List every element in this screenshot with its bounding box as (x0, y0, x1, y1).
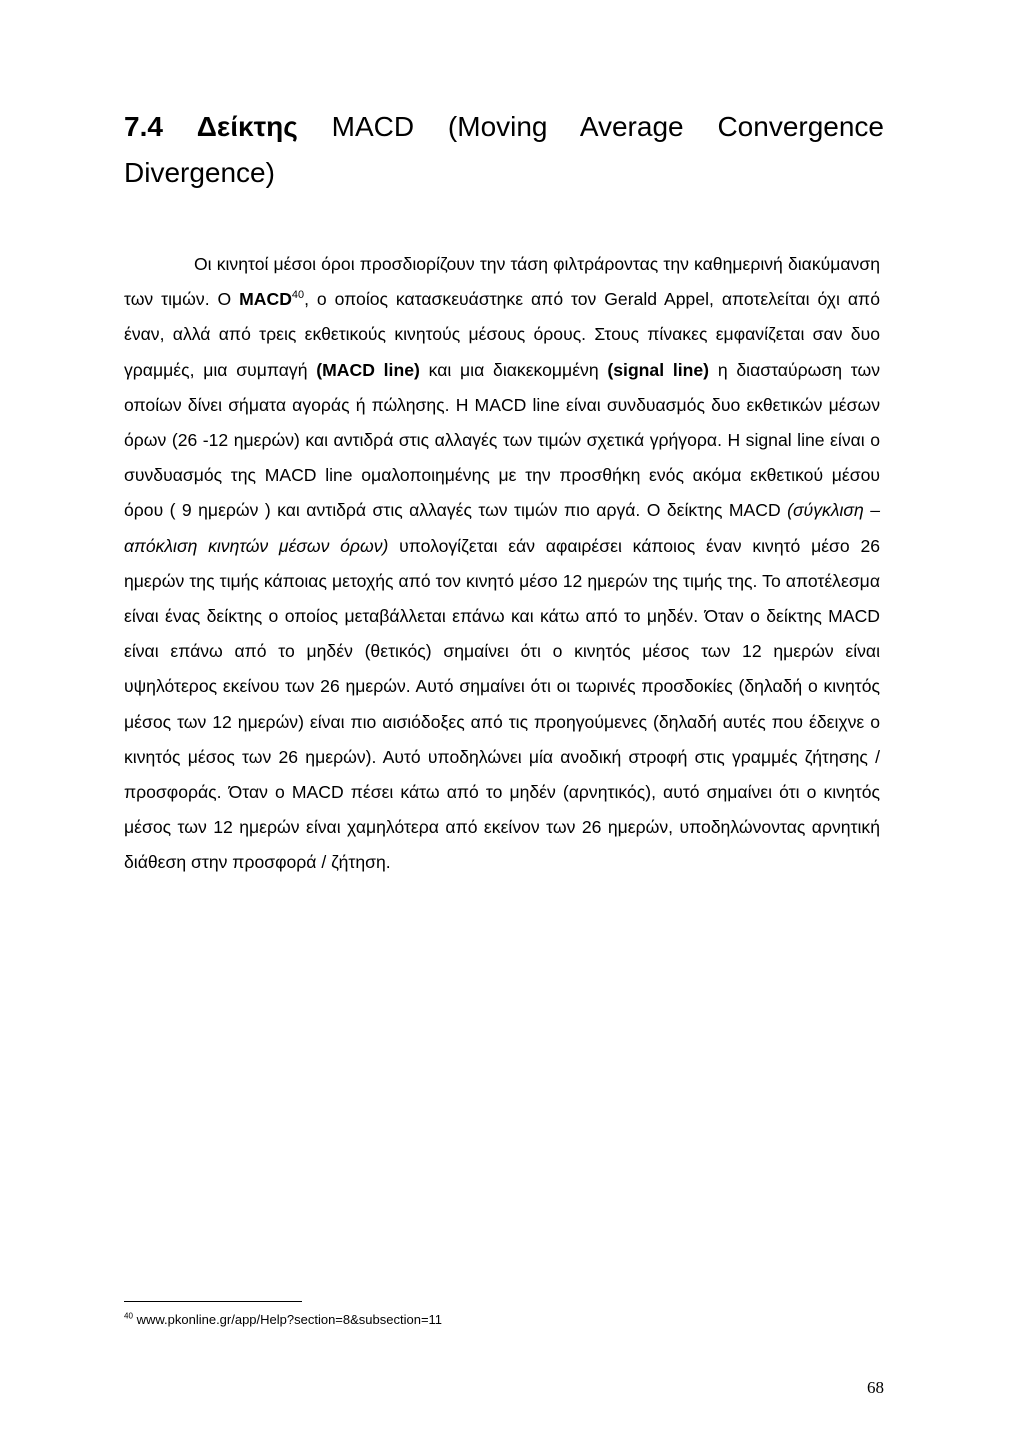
macd-reference: MACD (239, 289, 292, 310)
text-run: η διασταύρωση των οποίων δίνει σήματα αγοράς ή πώλησης. Η MACD line είναι συνδυασμός δυο εκθετικών μέσων όρων (26 -12 ημερών) και αντιδρά στις αλλαγές των τιμών σχετικά γρήγορα. Η signal line είναι ο συνδυασμός της MACD line ομαλοποιημένης με την προσθήκη ενός ακόμα εκθετικού μέσου όρου ( 9 ημερών ) και αντιδρά στις αλλαγές των τιμών πιο αργά. Ο δείκτης MACD (124, 359, 880, 521)
text-run: Οι κινητοί μέσοι όροι προσδιορίζουν την τάση φιλτράροντας την καθημερινή διακύμανση των τιμών. Ο (124, 254, 880, 310)
italic-term: (σύγκλιση – απόκλιση κινητών μέσων όρων) (124, 500, 880, 556)
text-run: , ο οποίος κατασκευάστηκε από τον Gerald Appel, αποτελείται όχι από έναν, αλλά από τρεις εκθετικούς κινητούς μέσους όρους. Στους πίνακες εμφανίζεται σαν δυο γραμμές, μια συμπαγή (124, 289, 880, 380)
macd-line-term: (MACD line) (316, 359, 420, 380)
signal-line-term: (signal line) (607, 359, 710, 380)
footnote-mark: 40 (124, 1311, 133, 1321)
body-paragraph (124, 247, 880, 881)
body-text (124, 247, 880, 881)
text-run: και μια διακεκομμένη (419, 359, 608, 380)
text-run: υπολογίζεται εάν αφαιρέσει κάποιος έναν κινητό μέσο 26 ημερών της τιμής κάποιας μετοχής από τον κινητό μέσο 12 ημερών της τιμής της. Το αποτέλεσμα είναι ένας δείκτης ο οποίος μεταβάλλεται επάνω και κάτω από το μηδέν. Όταν ο δείκτης MACD είναι επάνω από το μηδέν (θετικός) σημαίνει ότι ο κινητός μέσος των 12 ημερών είναι υψηλότερος εκείνου των 26 ημερών. Αυτό σημαίνει ότι οι τωρινές προσδοκίες (δηλαδή ο κινητός μέσος των 12 ημερών) είναι πιο αισιόδοξες από τις προηγούμενες (δηλαδή αυτές που έδειχνε ο κινητός μέσος των 26 ημερών). Αυτό υποδηλώνει μία ανοδική στροφή στις γραμμές ζήτησης / προσφοράς. Όταν ο MACD πέσει κάτω από το μηδέν (αρνητικός), αυτό σημαίνει ότι ο κινητός μέσος των 12 ημερών είναι χαμηλότερα από εκείνον των 26 ημερών, υποδηλώνοντας αρνητική διάθεση στην προσφορά / ζήτηση. (124, 535, 881, 873)
footnote-reference: 40 (291, 289, 305, 302)
section-heading (124, 104, 884, 196)
footnote-separator (124, 1301, 302, 1302)
section-number: 7.4 (124, 111, 163, 142)
section-title-rest: MACD (Moving Average Convergence (331, 111, 885, 142)
page-number: 68 (867, 1378, 884, 1397)
section-heading-line-2: Divergence) (124, 157, 275, 188)
footnote (124, 1311, 442, 1329)
section-title-greek: Δείκτης (196, 111, 298, 142)
section-heading-line-1 (124, 104, 884, 150)
footnote-url: www.pkonline.gr/app/Help?section=8&subsection=11 (136, 1312, 443, 1327)
